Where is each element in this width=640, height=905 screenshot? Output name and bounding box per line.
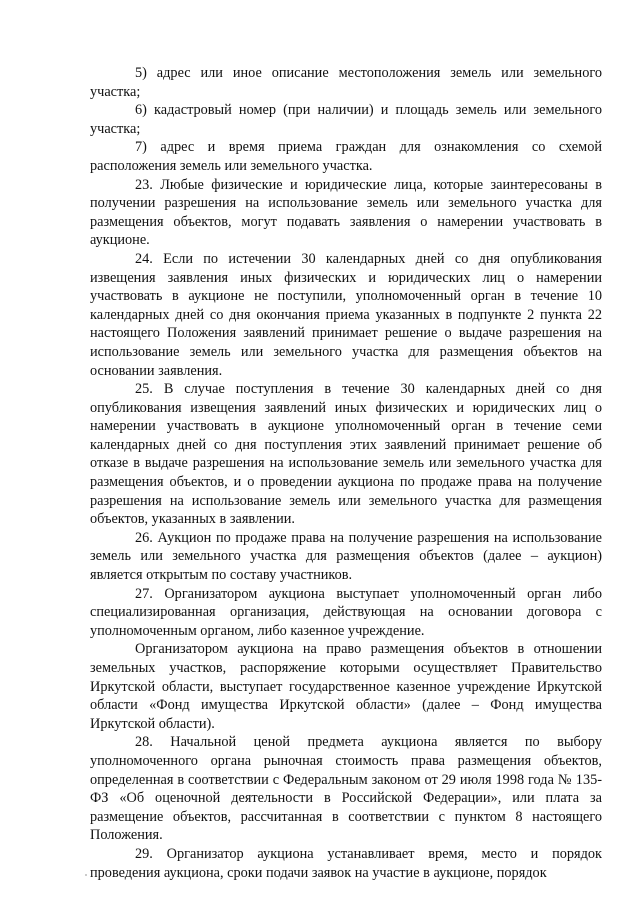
document-page: [90, 64, 602, 882]
paragraph-28: 28. Начальной ценой предмета аукциона является по выбору уполномоченного органа рыночная стоимость права размещения объектов, определенная в соответствии с Федеральным законом от 29 июля 1998 года № 135-ФЗ «Об оценочной деятельности в Российской Федерации», или плата за размещение объектов, рассчитанная в соответствии с пунктом 8 настоящего Положения.: [90, 734, 602, 844]
paragraph-29: 29. Организатор аукциона устанавливает время, место и порядок проведения аукциона, сроки подачи заявок на участие в аукционе, порядок: [90, 845, 602, 881]
paragraph-item-7: 7) адрес и время приема граждан для ознакомления со схемой расположения земель или земельного участка.: [90, 139, 602, 174]
paragraph-27: 27. Организатором аукциона выступает уполномоченный орган либо специализированная организация, действующая на основании договора с уполномоченным органом, либо казенное учреждение.: [90, 585, 602, 639]
paragraph-26: 26. Аукцион по продаже права на получение разрешения на использование земель или земельного участка для размещения объектов (далее – аукцион) является открытым по составу участников.: [90, 529, 602, 584]
paragraph-item-5: 5) адрес или иное описание местоположения земель или земельного участка;: [90, 65, 602, 100]
paragraph-item-6: 6) кадастровый номер (при наличии) и площадь земель или земельного участка;: [90, 102, 602, 137]
paragraph-23: 23. Любые физические и юридические лица, которые заинтересованы в получении разрешения на использование земель или земельного участка для размещения объектов, могут подавать заявления о намерении участвовать в аукционе.: [90, 176, 602, 249]
paragraph-25: 25. В случае поступления в течение 30 календарных дней со дня опубликования извещения заявлений иных физических и юридических лиц о намерении участвовать в аукционе уполномоченный орган в течение семи календарных дней со дня поступления этих заявлений принимает решение об отказе в выдаче разрешения на использование земель или земельного участка для размещения объектов, и о проведении аукциона по продаже права на получение разрешения на использование земель или земельного участка для размещения объектов, указанных в заявлении.: [90, 381, 602, 528]
paragraph-27-continued: Организатором аукциона на право размещения объектов в отношении земельных участков, распоряжение которыми осуществляет Правительство Иркутской области, выступает государственное казенное учреждение Иркутской области «Фонд имущества Иркутской области» (далее – Фонд имущества Иркутской области).: [90, 641, 602, 732]
scan-artifact: [85, 874, 87, 876]
paragraph-24: 24. Если по истечении 30 календарных дней со дня опубликования извещения заявления иных физических и юридических лиц о намерении участвовать в аукционе не поступили, уполномоченный орган в течение 10 календарных дней со дня окончания приема указанных в подпункте 2 пункта 22 настоящего Положения заявлений принимает решение о выдаче разрешения на использование земель или земельного участка для размещения объектов на основании заявления.: [90, 250, 602, 379]
